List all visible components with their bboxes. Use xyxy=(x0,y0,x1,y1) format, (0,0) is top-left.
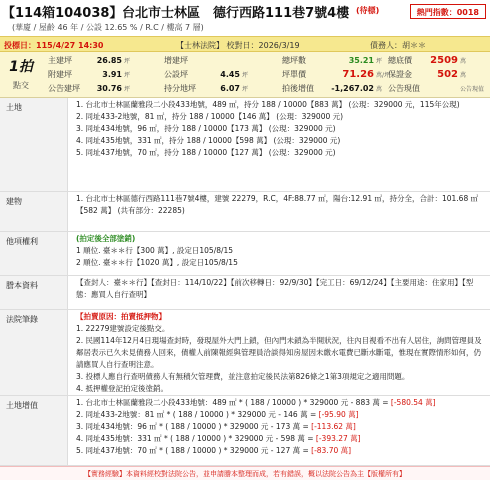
section-label: 他項權利 xyxy=(0,232,68,275)
tax-result: [-95.90 萬] xyxy=(318,410,359,419)
round-number: 1拍 xyxy=(9,59,33,75)
hot-index-badge: 熱門指數：0018 xyxy=(410,4,486,19)
court-record-item: 4. 抵押權登記拍定後塗銷。 xyxy=(76,384,169,393)
summary-value: 30.76 xyxy=(96,83,122,93)
land-tax-item: 2. 同址433-2地號：81 ㎡ * ( 188 / 10000 ) * 329000 元 - 146 萬 = [-95.90 萬] xyxy=(76,410,359,419)
status-badge: (待標) xyxy=(356,6,380,15)
land-tax-item: 4. 同址435地號：331 ㎡ * ( 188 / 10000 ) * 329000 元 - 598 萬 = [-393.27 萬] xyxy=(76,434,361,443)
transcript-content xyxy=(68,276,490,309)
detail-sections xyxy=(0,98,490,458)
summary-key: 公告現值 xyxy=(388,83,420,93)
summary-row xyxy=(48,67,130,81)
summary-unit: 萬 xyxy=(376,85,383,93)
section-label: 法院筆錄 xyxy=(0,310,68,395)
summary-unit: 萬 xyxy=(460,71,467,79)
summary-row xyxy=(388,81,484,95)
round-label: 點交 xyxy=(13,81,29,90)
summary-value: 26.85 xyxy=(96,55,122,65)
rights-header: (拍定後全部塗銷) xyxy=(76,234,136,243)
summary-row xyxy=(164,81,248,95)
summary-value: 6.07 xyxy=(220,83,240,93)
land-item: 1. 台北市士林區蘭雅段二小段433地號，489 ㎡，持分 188 / 10000【883 萬】 (公現：329000 元，115年公現) xyxy=(76,100,460,109)
tax-result: [-113.62 萬] xyxy=(311,422,356,431)
rights-items xyxy=(76,245,484,269)
summary-value: 4.45 xyxy=(220,69,240,79)
disclaimer-text: 【實務經驗】本資料經校對法院公告，並申請謄本整理而成，若有錯誤，概以法院公告為主【版權所有】 xyxy=(84,470,406,478)
summary-unit: 坪 xyxy=(242,71,249,79)
rights-item: 2 順位. 臺＊＊行【1020 萬】, 設定日105/8/15 xyxy=(76,258,238,267)
summary-column xyxy=(282,53,390,95)
summary-column xyxy=(48,53,130,95)
building-item: 1. 台北市士林區德行西路111巷7號4樓，建號 22279，R.C，4F:88.77 ㎡，陽台:12.91 ㎡，持分全，合計：101.68 ㎡【582 萬】 (共有部分：22285) xyxy=(76,194,479,215)
building-list xyxy=(68,192,490,231)
court-record-item: 1. 22279建號設定後點交。 xyxy=(76,324,170,333)
section-label: 土地 xyxy=(0,98,68,191)
court-record-item: 3. 投標人應自行查明債務人有無積欠管理費，並注意拍定後民法第826條之1第3項規定之適用問題。 xyxy=(76,372,410,381)
summary-value: 35.21 xyxy=(348,55,374,65)
land-tax-section xyxy=(0,396,490,466)
summary-key: 拍後增值 xyxy=(282,83,314,93)
tax-result: [-393.27 萬] xyxy=(315,434,361,443)
case-header xyxy=(0,0,490,38)
rights-list xyxy=(68,232,490,275)
summary-row xyxy=(388,67,484,81)
land-item: 4. 同址435地號，331 ㎡，持分 188 / 10000【598 萬】 (公現：329000 元) xyxy=(76,136,341,145)
summary-row xyxy=(164,53,248,67)
summary-key: 總底價 xyxy=(388,55,412,65)
summary-panel xyxy=(0,52,490,98)
summary-key: 附建坪 xyxy=(48,69,72,79)
summary-unit: 公告現值 xyxy=(460,85,485,93)
summary-row xyxy=(48,81,130,95)
tax-result: [-580.54 萬] xyxy=(390,398,436,407)
court-record-section xyxy=(0,310,490,396)
summary-unit: 坪 xyxy=(242,85,249,93)
case-number: 【114箱104038】 xyxy=(2,6,123,21)
land-tax-item: 5. 同址437地號：70 ㎡ * ( 188 / 10000 ) * 329000 元 - 127 萬 = [-83.70 萬] xyxy=(76,446,352,455)
summary-unit: 萬 xyxy=(460,57,467,65)
transcript-section xyxy=(0,276,490,310)
summary-row xyxy=(282,53,390,67)
bid-date: 投標日：115/4/27 14:30 xyxy=(4,41,104,50)
summary-value: 502 xyxy=(437,68,458,80)
land-tax-list xyxy=(68,396,490,465)
summary-row xyxy=(282,81,390,95)
tax-result: [-83.70 萬] xyxy=(311,446,352,455)
summary-row xyxy=(48,53,130,67)
summary-row xyxy=(388,53,484,67)
summary-value: 3.91 xyxy=(102,69,122,79)
summary-row xyxy=(164,67,248,81)
summary-unit: 坪 xyxy=(124,71,131,79)
land-tax-item: 1. 台北市士林區蘭雅段二小段433地號：489 ㎡ * ( 188 / 10000 ) * 329000 元 - 883 萬 = [-580.54 萬] xyxy=(76,398,436,407)
summary-value: 2509 xyxy=(430,54,458,66)
property-address: 台北市士林區 德行西路111巷7號4樓 xyxy=(122,6,350,21)
summary-unit: 坪 xyxy=(124,85,131,93)
summary-row xyxy=(282,67,390,81)
summary-key: 總坪數 xyxy=(282,55,306,65)
court-info: 【士林法院】 校對日：2026/3/19 xyxy=(176,41,300,50)
section-label: 謄本資料 xyxy=(0,276,68,309)
court-record-items xyxy=(76,323,484,395)
land-section xyxy=(0,98,490,192)
section-label: 土地增值 xyxy=(0,396,68,465)
summary-key: 主建坪 xyxy=(48,55,72,65)
summary-key: 公告建坪 xyxy=(48,83,80,93)
disclaimer-footer xyxy=(0,466,490,480)
land-item: 5. 同址437地號，70 ㎡，持分 188 / 10000【127 萬】 (公現：329000 元) xyxy=(76,148,336,157)
court-record-item: 2. 民國114年12月4日現場查封時，發現屋外大門上鎖，但內門未鎖為半開狀況，往內目視看不出有人居住，詢問管理員及鄰居表示已久未見債務人回來，債權人前陳報經與管理員洽談得知房屋因未繳水電費已斷水斷電，惟現在實際情形如何，仍請應買人自行查明注意。 xyxy=(76,336,482,369)
summary-key: 保證金 xyxy=(388,69,412,79)
land-item: 2. 同址433-2地號，81 ㎡，持分 188 / 10000【146 萬】 (公現：329000 元) xyxy=(76,112,344,121)
court-record-content xyxy=(68,310,490,395)
summary-unit: 坪 xyxy=(376,57,383,65)
debtor-info: 債務人：胡＊＊ xyxy=(370,41,426,50)
building-section xyxy=(0,192,490,232)
summary-column xyxy=(388,53,484,95)
transcript-line: 【查封人：臺＊＊行】【查封日：114/10/22】【前次移轉日：92/9/30】【完工日：69/12/24】【主要用途：住家用】【型態：應買人自行查明】 xyxy=(76,278,474,299)
court-record-header: 【拍賣原因：拍賣抵押物】 xyxy=(76,312,166,321)
summary-unit: 坪 xyxy=(124,57,131,65)
summary-key: 持分地坪 xyxy=(164,83,196,93)
section-label: 建物 xyxy=(0,192,68,231)
land-item: 3. 同址434地號，96 ㎡，持分 188 / 10000【173 萬】 (公現：329000 元) xyxy=(76,124,336,133)
property-subtitle: (華廈 / 屋齡 46 年 / 公設 12.65 % / R.C / 樓高 7 層) xyxy=(12,23,204,32)
auction-round xyxy=(4,56,38,91)
summary-unit: 萬/坪 xyxy=(376,71,391,79)
land-list xyxy=(68,98,490,191)
info-band xyxy=(0,36,490,52)
land-tax-item: 3. 同址434地號：96 ㎡ * ( 188 / 10000 ) * 329000 元 - 173 萬 = [-113.62 萬] xyxy=(76,422,356,431)
summary-column xyxy=(164,53,248,95)
summary-key: 公設坪 xyxy=(164,69,188,79)
summary-key: 增建坪 xyxy=(164,55,188,65)
summary-value: -1,267.02 xyxy=(331,83,374,93)
rights-section xyxy=(0,232,490,276)
rights-item: 1 順位. 臺＊＊行【300 萬】, 設定日105/8/15 xyxy=(76,246,234,255)
summary-key: 坪單價 xyxy=(282,69,306,79)
summary-value: 71.26 xyxy=(342,68,374,80)
